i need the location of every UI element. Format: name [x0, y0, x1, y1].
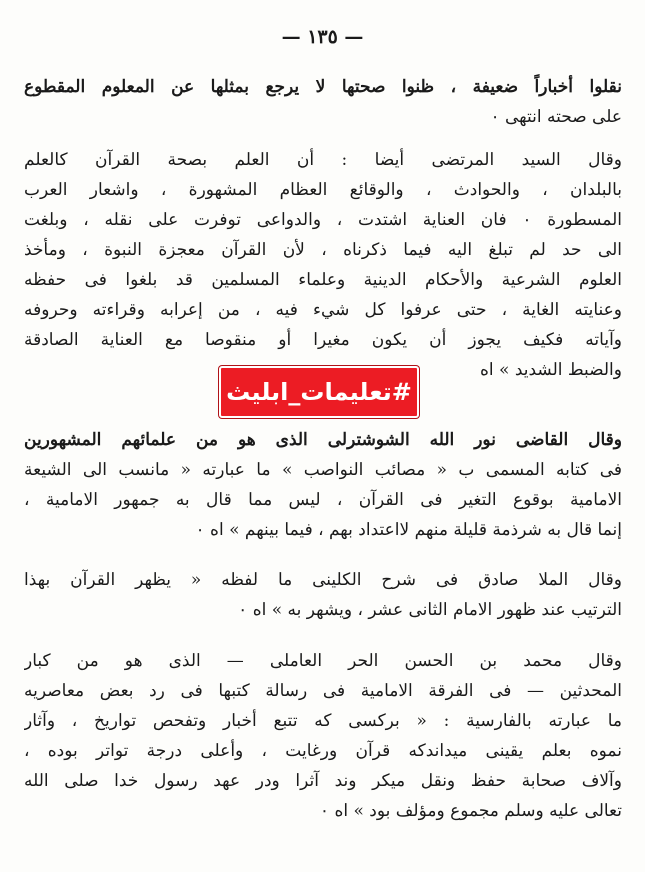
text-line: على صحته انتهى ٠: [490, 107, 622, 127]
paragraph-2: [24, 145, 622, 385]
text-line: ما عبارته بالفارسية : « بركسى كه تتبع أخبار وتفحص تواريخ ، وآثار: [24, 711, 622, 731]
text-line: وآياته فكيف يجوز أن يكون مغيرا أو منقوصا مع العناية الصادقة: [24, 330, 622, 350]
text-line: وقال السيد المرتضى أيضا : أن العلم بصحة القرآن كالعلم: [24, 150, 622, 170]
text-line: وقال محمد بن الحسن الحر العاملى — الذى هو من كبار: [24, 651, 622, 671]
text-line: المحدثين — فى الفرقة الامامية فى رسالة كتبها فى رد بعض معاصريه: [24, 681, 622, 701]
paragraph-1: [24, 72, 622, 132]
text-line: الترتيب عند ظهور الامام الثانى عشر ، ويشهر به » اه ٠: [238, 600, 622, 620]
text-line: نقلوا أخباراً ضعيفة ، ظنوا صحتها لا يرجع بمثلها عن المعلوم المقطوع: [24, 77, 622, 97]
text-line: وعنايته الغاية ، حتى عرفوا كل شيء فيه ، من إعرابه وقراءته وحروفه: [24, 300, 622, 320]
text-line: وآلاف صحابة حفظ ونقل ميكر وند آثرا ودر عهد رسول خدا صلى الله: [24, 771, 622, 791]
page-number: — ١٣٥ —: [281, 26, 364, 48]
text-line: المسطورة ٠ فان العناية اشتدت ، والدواعى توفرت على نقله ، وبلغت: [24, 210, 622, 230]
text-line: والضبط الشديد » اه: [479, 360, 622, 380]
text-line: فى كتابه المسمى ب « مصائب النواصب » ما عبارته « مانسب الى الشيعة: [24, 460, 622, 480]
text-line: الامامية بوقوع التغير فى القرآن ، ليس مما قال به جمهور الامامية ،: [24, 490, 622, 510]
paragraph-5: [24, 646, 622, 826]
text-line: إنما قال به شرذمة قليلة منهم لااعتداد بهم ، فيما بينهم » اه ٠: [195, 520, 622, 540]
paragraph-3: [24, 425, 622, 545]
text-line: الى حد لم تبلغ اليه فيما ذكرناه ، لأن القرآن معجزة النبوة ، ومأخذ: [24, 240, 622, 260]
text-line: العلوم الشرعية والأحكام الدينية وعلماء المسلمين قد بلغوا فى حفظه: [24, 270, 622, 290]
hashtag-banner: #تعليمات_ابليث: [219, 366, 419, 418]
text-line: نموه بعلم يقينى ميداندكه قرآن ورغايت ، وأعلى درجة تواتر بوده ،: [24, 741, 622, 761]
text-line: بالبلدان ، والحوادث ، والوقائع العظام المشهورة ، واشعار العرب: [24, 180, 622, 200]
paragraph-4: [24, 565, 622, 625]
text-line: تعالى عليه وسلم مجموع ومؤلف بود » اه ٠: [319, 801, 622, 821]
text-line: وقال الملا صادق فى شرح الكلينى ما لفظه « يظهر القرآن بهذا: [24, 570, 622, 590]
text-line: وقال القاضى نور الله الشوشترلى الذى هو من علمائهم المشهورين: [24, 430, 622, 450]
